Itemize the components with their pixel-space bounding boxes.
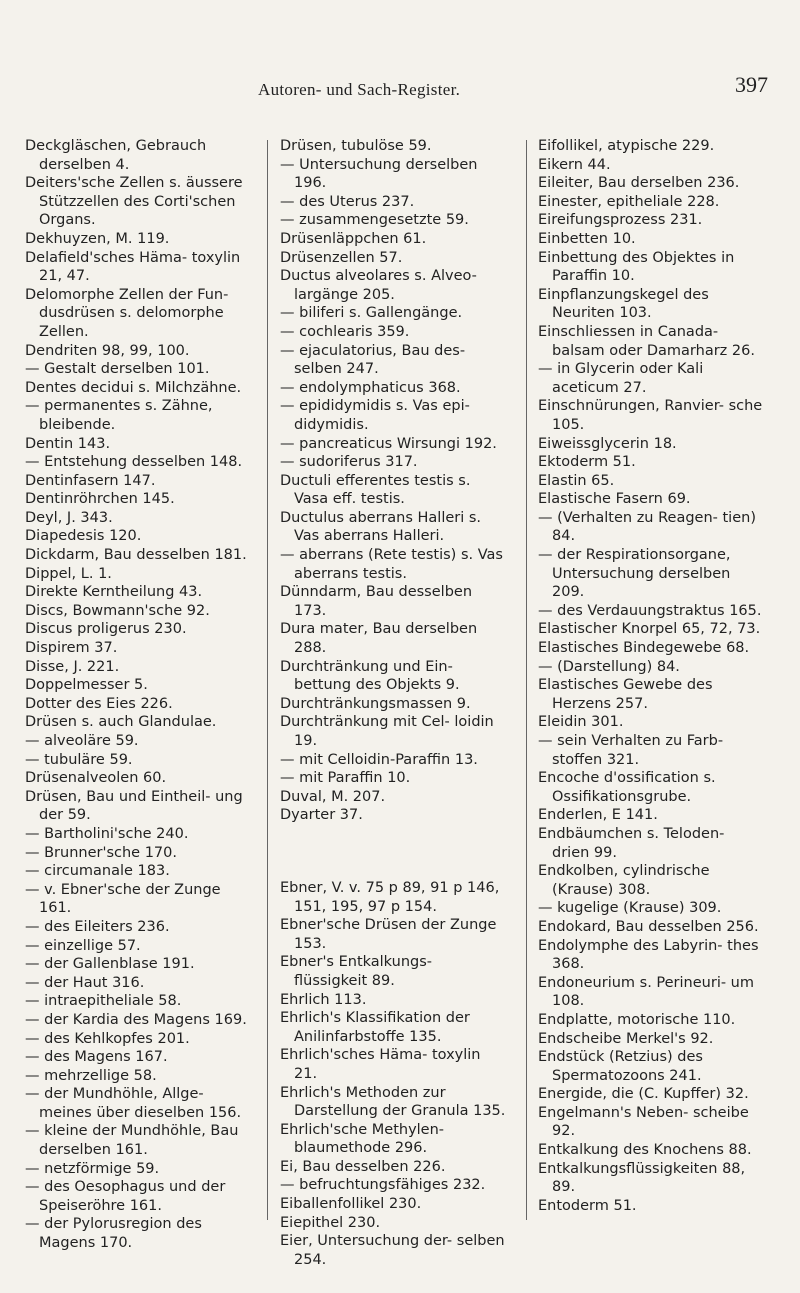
index-entry: — der Kardia des Magens 169. (25, 1011, 247, 1028)
index-entry: Eiweissglycerin 18. (538, 435, 677, 452)
index-entry: Elastin 65. (538, 472, 615, 489)
index-entry: Dentinfasern 147. (25, 472, 156, 489)
index-entry: — permanentes s. Zähne, bleibende. (25, 398, 213, 433)
index-entry: Dyarter 37. (280, 807, 363, 824)
index-entry: — Entstehung desselben 148. (25, 454, 243, 471)
index-entry: — Gestalt derselben 101. (25, 361, 210, 378)
index-entry: — Untersuchung derselben 196. (280, 156, 478, 192)
index-entry: Dickdarm, Bau desselben 181. (25, 547, 247, 564)
index-entry: — des Verdauungstraktus 165. (538, 602, 762, 619)
index-entry: Dünndarm, Bau desselben 173. (280, 584, 473, 619)
index-entry: Endstück (Retzius) des Spermatozoons 241. (538, 1049, 703, 1084)
index-entry: Ebner, V. v. 75 p 89, 91 p 146, 151, 195, 97 p 154. (280, 879, 500, 915)
running-head (0, 72, 800, 110)
index-entry: Einbettung des Objektes in Paraffin 10. (538, 249, 735, 285)
index-entry: Elastischer Knorpel 65, 72, 73. (538, 621, 761, 638)
index-entry: — des Oesophagus und der Speiseröhre 161. (25, 1179, 226, 1214)
index-entry: Einester, epitheliale 228. (538, 193, 720, 210)
index-entry: — Brunner'sche 170. (25, 844, 177, 861)
index-entry: — tubuläre 59. (25, 751, 133, 768)
index-entry: Ehrlich's Klassifikation der Anilinfarbstoffe 135. (280, 1010, 470, 1045)
index-entry: Deyl, J. 343. (25, 509, 113, 526)
index-entry: Endplatte, motorische 110. (538, 1011, 736, 1028)
index-entry: Einpflanzungskegel des Neuriten 103. (538, 286, 709, 322)
index-entry: Eileiter, Bau derselben 236. (538, 175, 740, 192)
index-entry: Energide, die (C. Kupffer) 32. (538, 1086, 749, 1103)
index-entry: Eifollikel, atypische 229. (538, 138, 715, 154)
index-entry: Ductus alveolares s. Alveo- largänge 205. (280, 268, 477, 303)
index-entry: — einzellige 57. (25, 937, 141, 954)
index-entry: Entoderm 51. (538, 1197, 637, 1214)
index-entry: Durchtränkung und Ein- bettung des Objekts 9. (280, 658, 460, 694)
index-entry: — kleine der Mundhöhle, Bau derselben 161. (25, 1123, 239, 1159)
index-entry: — der Pylorusregion des Magens 170. (25, 1216, 202, 1252)
index-entry: Duval, M. 207. (280, 788, 386, 805)
index-entry: Drüsen, tubulöse 59. (280, 138, 432, 154)
index-entry: — der Haut 316. (25, 974, 145, 991)
index-entry: Ektoderm 51. (538, 454, 636, 471)
index-entry: — mit Celloidin-Paraffin 13. (280, 751, 478, 768)
index-entry: Drüsenläppchen 61. (280, 230, 427, 247)
index-entry: Elastische Fasern 69. (538, 491, 691, 508)
index-entry: Disse, J. 221. (25, 658, 120, 675)
index-entry: Drüsen, Bau und Eintheil- ung der 59. (25, 788, 243, 824)
index-entry: Drüsen s. auch Glandulae. (25, 714, 217, 731)
index-entry: Einschnürungen, Ranvier- sche 105. (538, 398, 763, 433)
index-entry: — endolymphaticus 368. (280, 379, 461, 396)
index-entry: — zusammengesetzte 59. (280, 212, 469, 229)
index-entry: — des Eileiters 236. (25, 918, 170, 935)
index-entry: — netzförmige 59. (25, 1160, 160, 1177)
index-entry: Eireifungsprozess 231. (538, 212, 703, 229)
index-entry: — befruchtungsfähiges 232. (280, 1177, 486, 1194)
index-entry: Encoche d'ossification s. Ossifikationsgrube. (538, 770, 716, 805)
index-column-2 (280, 137, 508, 1269)
index-entry: Durchtränkung mit Cel- loidin 19. (280, 714, 494, 749)
index-entry: Eleidin 301. (538, 714, 624, 731)
index-entry: — Bartholini'sche 240. (25, 825, 189, 842)
index-entry: — kugelige (Krause) 309. (538, 900, 722, 917)
index-entry: — sein Verhalten zu Farb- stoffen 321. (538, 733, 724, 768)
index-entry: Discs, Bowmann'sche 92. (25, 602, 210, 619)
index-entry: Endokard, Bau desselben 256. (538, 918, 759, 935)
index-entry: Einschliessen in Canada- balsam oder Damarharz 26. (538, 323, 755, 359)
index-entry: Dentin 143. (25, 435, 111, 452)
index-entry: Ei, Bau desselben 226. (280, 1158, 446, 1175)
index-entry: Dippel, L. 1. (25, 565, 112, 582)
index-entry: Endkolben, cylindrische (Krause) 308. (538, 863, 710, 898)
index-entry: Endscheibe Merkel's 92. (538, 1030, 714, 1047)
index-entry: Durchtränkungsmassen 9. (280, 695, 471, 712)
index-entry: Elastisches Gewebe des Herzens 257. (538, 677, 713, 712)
index-entry: Dentinröhrchen 145. (25, 491, 175, 508)
index-entry: Deiters'sche Zellen s. äussere Stützzellen des Corti'schen Organs. (25, 175, 243, 229)
index-entry: — pancreaticus Wirsungi 192. (280, 435, 497, 452)
index-entry: Diapedesis 120. (25, 528, 142, 545)
index-entry: Ductulus aberrans Halleri s. Vas aberrans Halleri. (280, 509, 482, 545)
index-entry: Endolymphe des Labyrin- thes 368. (538, 937, 759, 973)
index-entry: — (Darstellung) 84. (538, 658, 680, 675)
index-entry: Doppelmesser 5. (25, 677, 148, 694)
index-entry: Engelmann's Neben- scheibe 92. (538, 1104, 749, 1140)
index-entry: Dentes decidui s. Milchzähne. (25, 379, 242, 396)
index-entry: Discus proligerus 230. (25, 621, 187, 638)
index-entry: Deckgläschen, Gebrauch derselben 4. (25, 138, 207, 173)
index-entry: — in Glycerin oder Kali aceticum 27. (538, 361, 704, 396)
index-entry: — alveoläre 59. (25, 733, 139, 749)
index-entry: Dispirem 37. (25, 640, 118, 657)
index-entry: Ehrlich's Methoden zur Darstellung der Granula 135. (280, 1084, 506, 1120)
index-entry: Eiepithel 230. (280, 1214, 381, 1231)
column-divider (526, 140, 527, 1220)
index-entry: — der Respirationsorgane, Untersuchung derselben 209. (538, 547, 731, 601)
column-divider (267, 140, 268, 1220)
index-entry: — v. Ebner'sche der Zunge 161. (25, 881, 221, 917)
index-entry: — ejaculatorius, Bau des- selben 247. (280, 342, 466, 378)
index-entry: — des Uterus 237. (280, 193, 415, 210)
index-entry: — sudoriferus 317. (280, 454, 418, 471)
section-gap (280, 825, 508, 879)
index-entry: — aberrans (Rete testis) s. Vas aberrans testis. (280, 547, 503, 582)
index-column-3 (538, 137, 766, 1215)
index-entry: Ebner'sche Drüsen der Zunge 153. (280, 917, 497, 952)
index-entry: — intraepitheliale 58. (25, 993, 182, 1010)
index-entry: Delafield'sches Häma- toxylin 21, 47. (25, 249, 241, 285)
index-entry: — des Kehlkopfes 201. (25, 1030, 190, 1047)
running-title: Autoren- und Sach-Register. (258, 80, 461, 99)
index-entry: Ehrlich 113. (280, 991, 367, 1008)
index-entry: — der Gallenblase 191. (25, 956, 195, 973)
index-entry: — epididymidis s. Vas epi- didymidis. (280, 398, 470, 433)
page-number: 397 (735, 72, 768, 97)
index-entry: — der Mundhöhle, Allge- meines über dieselben 156. (25, 1086, 242, 1121)
index-entry: Entkalkungsflüssigkeiten 88, 89. (538, 1160, 746, 1196)
index-entry: Delomorphe Zellen der Fun- dusdrüsen s. delomorphe Zellen. (25, 286, 229, 340)
index-entry: Enderlen, E 141. (538, 807, 658, 824)
index-entry: Einbetten 10. (538, 230, 636, 247)
index-entry: Drüsenalveolen 60. (25, 770, 167, 787)
index-entry: — mehrzellige 58. (25, 1067, 157, 1084)
index-entry: Elastisches Bindegewebe 68. (538, 640, 750, 657)
index-entry: Entkalkung des Knochens 88. (538, 1142, 752, 1159)
index-column-1 (25, 137, 253, 1253)
index-entry: — biliferi s. Gallengänge. (280, 305, 463, 322)
index-entry: Endoneurium s. Perineuri- um 108. (538, 974, 754, 1010)
index-entry: — mit Paraffin 10. (280, 770, 411, 787)
index-entry: Ehrlich'sche Methylen- blaumethode 296. (280, 1121, 445, 1157)
index-entry: — (Verhalten zu Reagen- tien) 84. (538, 509, 756, 545)
index-entry: Ductuli efferentes testis s. Vasa eff. testis. (280, 472, 471, 508)
index-entry: Eiballenfollikel 230. (280, 1196, 422, 1213)
index-entry: Dotter des Eies 226. (25, 695, 173, 712)
index-entry: Endbäumchen s. Teloden- drien 99. (538, 825, 725, 861)
index-entry: — des Magens 167. (25, 1049, 168, 1066)
index-entry: Dendriten 98, 99, 100. (25, 342, 190, 359)
index-entry: Eikern 44. (538, 156, 611, 173)
index-entry: — circumanale 183. (25, 863, 170, 880)
index-entry: Direkte Kerntheilung 43. (25, 584, 203, 601)
index-entry: Drüsenzellen 57. (280, 249, 403, 266)
index-entry: — cochlearis 359. (280, 323, 410, 340)
index-entry: Dekhuyzen, M. 119. (25, 230, 170, 247)
index-entry: Ebner's Entkalkungs- flüssigkeit 89. (280, 954, 433, 989)
index-entry: Dura mater, Bau derselben 288. (280, 621, 478, 657)
index-entry: Ehrlich'sches Häma- toxylin 21. (280, 1047, 481, 1082)
index-entry: Eier, Untersuchung der- selben 254. (280, 1233, 505, 1268)
